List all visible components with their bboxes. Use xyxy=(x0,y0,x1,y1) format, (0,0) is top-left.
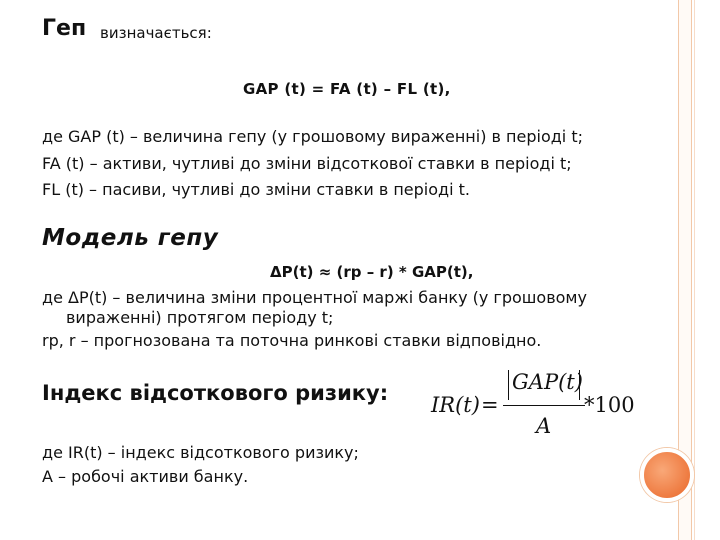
gap-heading: Геп xyxy=(42,16,87,41)
model-line: де ΔP(t) – величина зміни процентної маржі банку (у грошовому xyxy=(42,288,587,307)
index-formula-denominator: A xyxy=(536,414,552,438)
index-formula-equals: = xyxy=(481,393,499,417)
model-line: вираженні) протягом періоду t; xyxy=(66,308,334,327)
index-title: Індекс відсоткового ризику: xyxy=(42,381,389,405)
orange-circle-decoration xyxy=(640,448,694,502)
model-line: rp, r – прогнозована та поточна ринкові ставки відповідно. xyxy=(42,331,542,350)
index-line: де IR(t) – індекс відсоткового ризику; xyxy=(42,443,359,462)
index-formula-numerator: GAP(t) xyxy=(512,370,583,394)
right-frame-line xyxy=(694,0,695,540)
model-title: Модель гепу xyxy=(42,225,219,251)
index-formula-lhs: IR(t) xyxy=(431,393,480,417)
index-line: A – робочі активи банку. xyxy=(42,467,249,486)
definition-line: де GAP (t) – величина гепу (у грошовому вираженні) в періоді t; xyxy=(42,127,583,146)
gap-formula: GAP (t) = FA (t) – FL (t), xyxy=(243,80,451,98)
fraction-bar xyxy=(503,405,585,406)
model-formula: ΔP(t) ≈ (rp – r) * GAP(t), xyxy=(270,263,474,281)
index-formula-multiplier: *100 xyxy=(584,393,635,417)
gap-heading-rest: визначається: xyxy=(100,24,212,42)
definition-line: FA (t) – активи, чутливі до зміни відсоткової ставки в періоді t; xyxy=(42,154,572,173)
definition-line: FL (t) – пасиви, чутливі до зміни ставки в періоді t. xyxy=(42,180,470,199)
abs-bar-right xyxy=(579,370,580,400)
